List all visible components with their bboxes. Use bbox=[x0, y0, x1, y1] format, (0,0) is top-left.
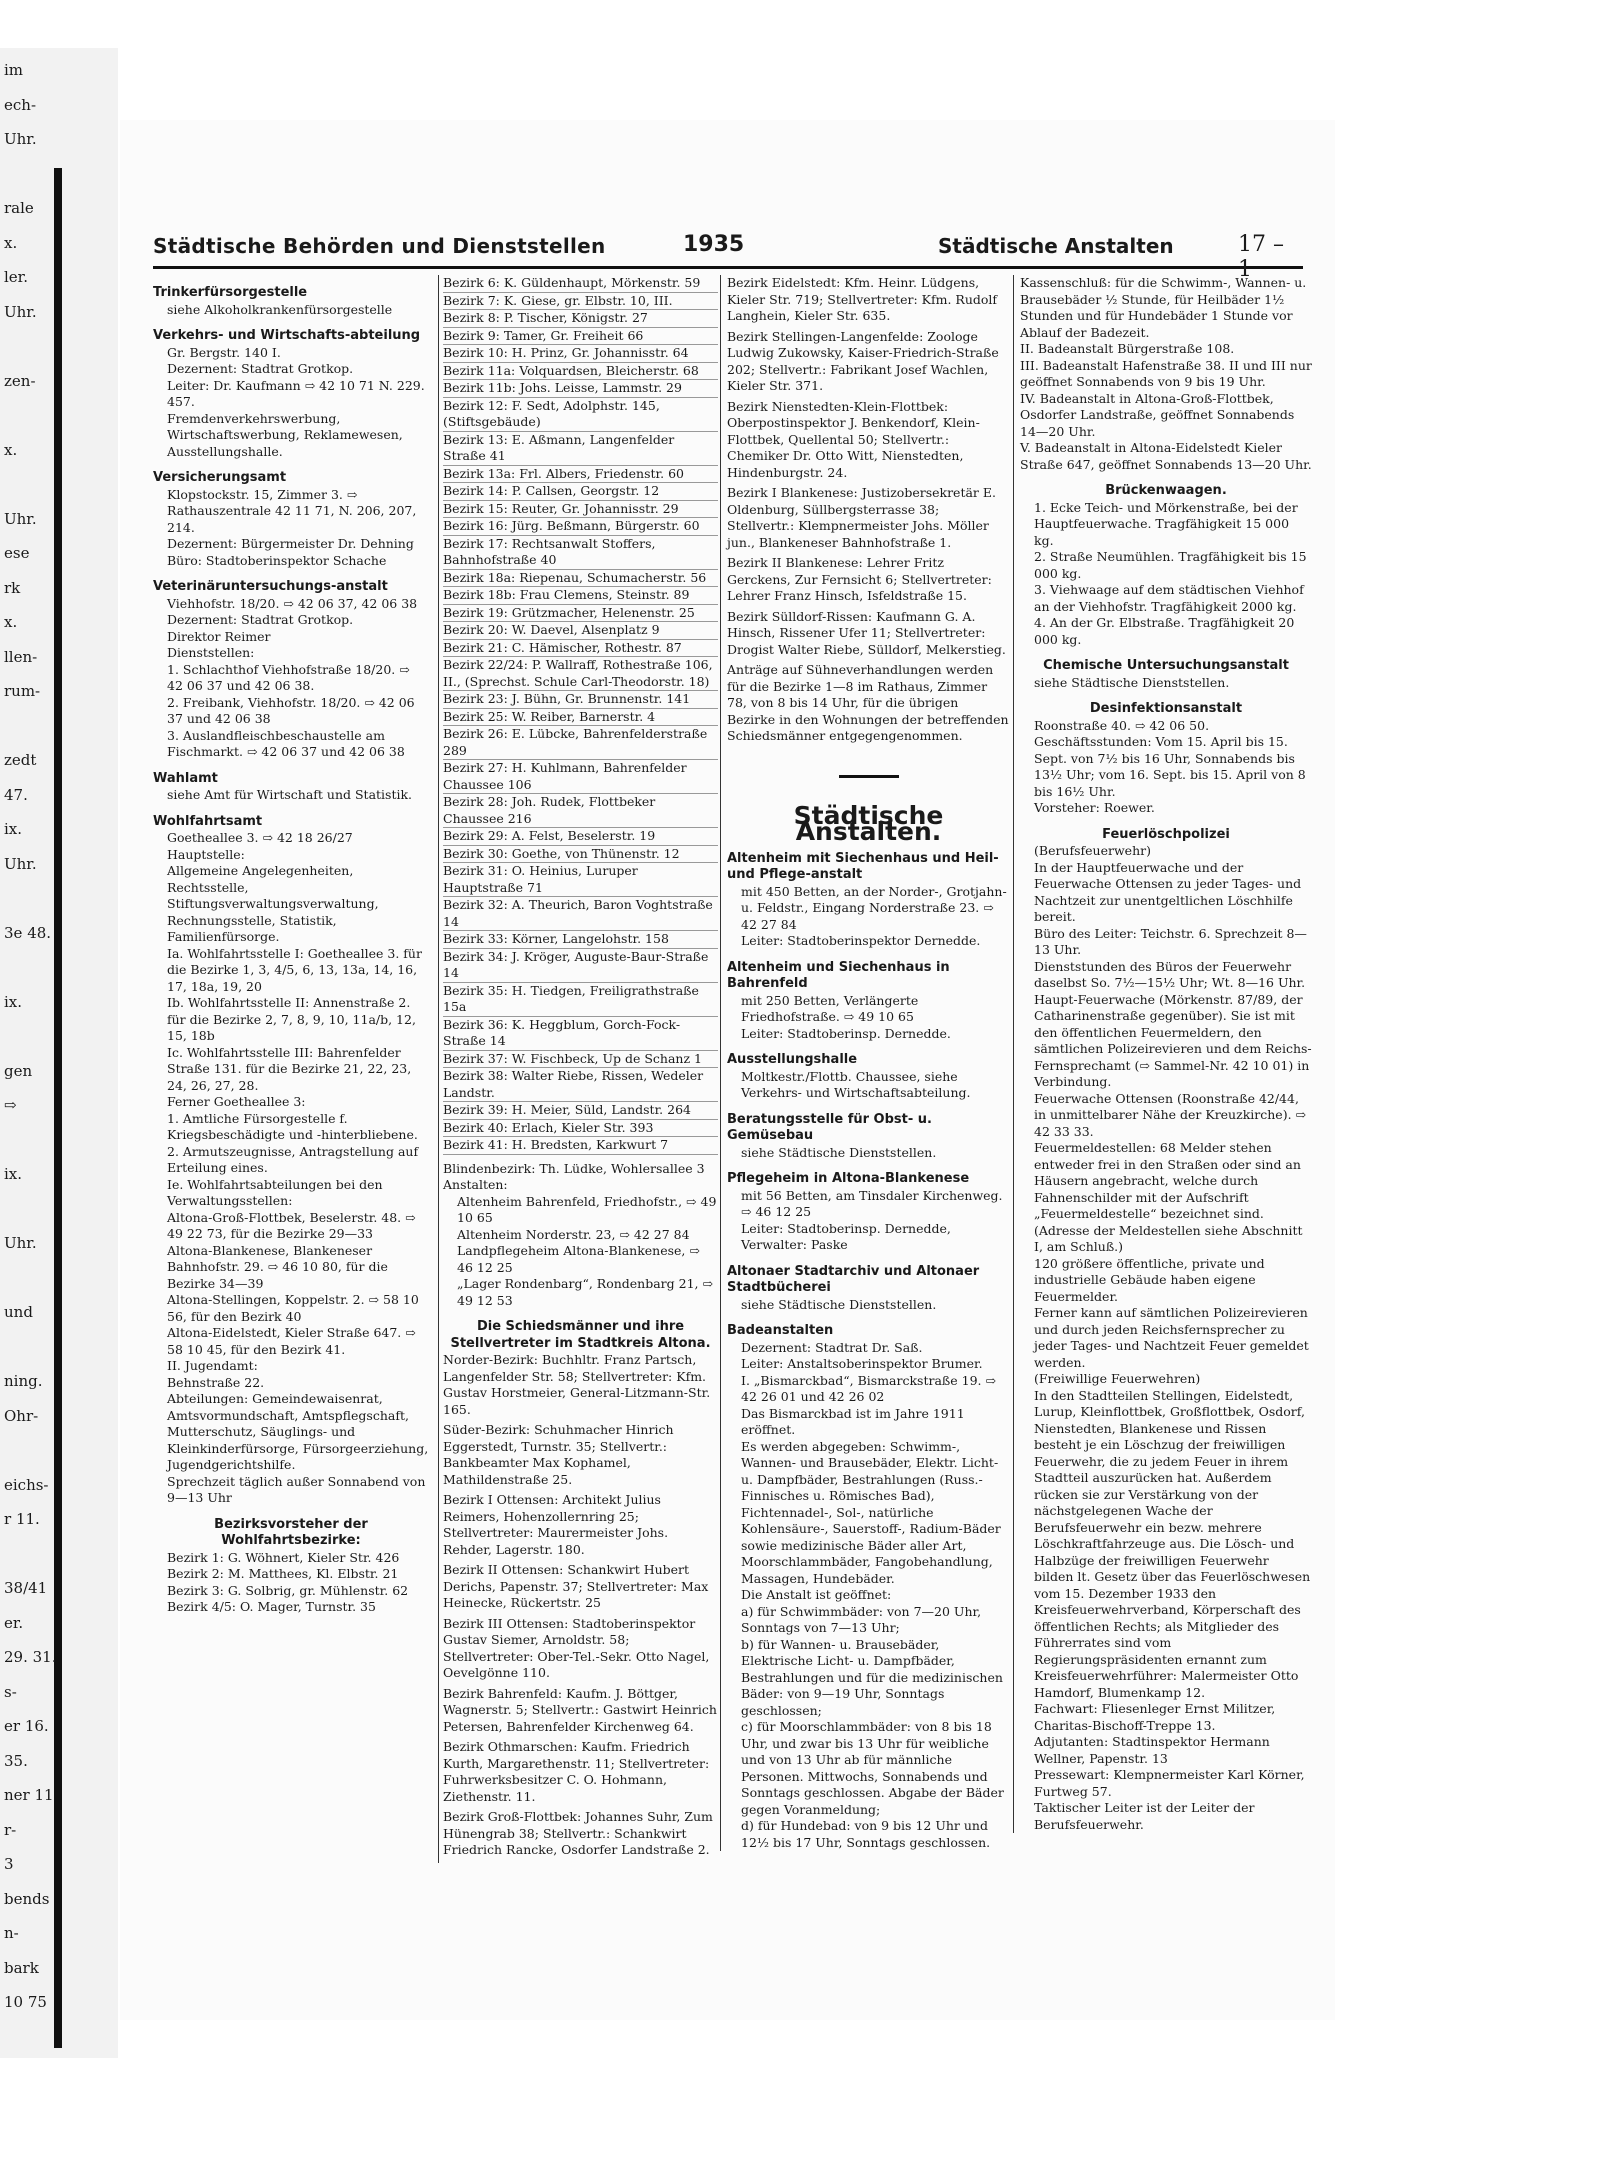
institution-text: Dienststunden des Büros der Feuerwehr daselbst So. 7½—15½ Uhr; Wt. 8—16 Uhr. bbox=[1034, 958, 1306, 990]
institution-text: mit 450 Betten, an der Norder-, Grotjahn- u. Feldstr., Eingang Norderstraße 23. ⇨ 42 27 84 bbox=[741, 883, 1007, 932]
institution-text: siehe Städtische Dienststellen. bbox=[1034, 674, 1230, 690]
district-row: Bezirk 19: Grützmacher, Helenenstr. 25 bbox=[443, 605, 718, 623]
arbitrator-entry: Bezirk II Blankenese: Lehrer Fritz Gerckens, Zur Fernsicht 6; Stellvertreter: Lehrer Franz Hinsch, Isfeldstraße 15. bbox=[727, 555, 992, 603]
header-year: 1935 bbox=[683, 232, 745, 257]
stub-fragment: Ohr- bbox=[4, 1406, 39, 1425]
section-heading: Versicherungsamt bbox=[153, 470, 287, 485]
section-heading: Verkehrs- und Wirtschafts-abteilung bbox=[153, 328, 421, 343]
entry-text: Behnstraße 22. bbox=[167, 1374, 265, 1390]
arbitrators-heading: Die Schiedsmänner und ihre Stellvertreter im Stadtkreis Altona. bbox=[450, 1319, 711, 1351]
institution-text: Leiter: Stadtoberinsp. Dernedde. bbox=[741, 1025, 951, 1041]
institution-heading: Altenheim und Siechenhaus in Bahrenfeld bbox=[727, 959, 950, 991]
district-row: Bezirk 21: C. Hämischer, Rothestr. 87 bbox=[443, 640, 718, 658]
entry-text: Ic. Wohlfahrtsstelle III: Bahrenfelder Straße 131. für die Bezirke 21, 22, 23, 24, 26, 27, 28. bbox=[167, 1044, 412, 1093]
district-row: Bezirk 40: Erlach, Kieler Str. 393 bbox=[443, 1120, 718, 1138]
district-row: Bezirk 12: F. Sedt, Adolphstr. 145, (Stiftsgebäude) bbox=[443, 398, 718, 432]
section-heading: Veterinäruntersuchungs-anstalt bbox=[153, 579, 388, 594]
institution-text: (Freiwillige Feuerwehren) bbox=[1034, 1371, 1201, 1386]
institution-text: 1. Ecke Teich- und Mörkenstraße, bei der Hauptfeuerwache. Tragfähigkeit 15 000 kg. bbox=[1034, 499, 1298, 548]
stub-fragment: ⇨ bbox=[4, 1096, 17, 1114]
stub-fragment: r 11. bbox=[4, 1510, 40, 1528]
stub-fragment: rk bbox=[4, 578, 21, 597]
arbitrator-entry: Bezirk I Blankenese: Justizobersekretär E. Oldenburg, Süllbergsterrasse 38; Stellvertr.: Klempnermeister Johs. Möller jun., Blankeneser Bahnhofstraße 1. bbox=[727, 485, 996, 550]
bath-entry: II. Badeanstalt Bürgerstraße 108. bbox=[1020, 341, 1235, 356]
arbitrator-entry: Anträge auf Sühneverhandlungen werden für die Bezirke 1—8 im Rathaus, Zimmer 78, von 8 bis 14 Uhr, für die übrigen Bezirke in den Wohnungen der betreffenden Schiedsmänner entgegengenommen. bbox=[727, 662, 1009, 743]
entry-text: Abteilungen: Gemeindewaisenrat, Amtsvormundschaft, Amtspflegschaft, Mutterschutz, Säuglings- und Kleinkinderfürsorge, Fürsorgeerziehung, Jugendgerichtshilfe. bbox=[167, 1391, 429, 1472]
entry-text: Allgemeine Angelegenheiten, Rechtsstelle, Stiftungsverwaltungsverwaltung, Rechnungsstelle, Statistik, Familienfürsorge. bbox=[167, 863, 379, 944]
institution-text: Das Bismarckbad ist im Jahre 1911 eröffnet. bbox=[741, 1405, 965, 1437]
district-row: Bezirk 38: Walter Riebe, Rissen, Wedeler Landstr. bbox=[443, 1068, 718, 1102]
institution-text: 120 größere öffentliche, private und industrielle Gebäude haben eigene Feuermelder. bbox=[1034, 1255, 1265, 1304]
district-row: Bezirk 10: H. Prinz, Gr. Johannisstr. 64 bbox=[443, 345, 718, 363]
district-row: Bezirk 32: A. Theurich, Baron Voghtstraße 14 bbox=[443, 897, 718, 931]
district-row: Bezirk 33: Körner, Langelohstr. 158 bbox=[443, 931, 718, 949]
institution-heading: Feuerlöschpolizei bbox=[1102, 826, 1230, 842]
blind-district: Blindenbezirk: Th. Lüdke, Wohlersallee 3 bbox=[443, 1160, 705, 1176]
institution-text: c) für Moorschlammbäder: von 8 bis 18 Uhr, und zwar bis 13 Uhr für weibliche und von 13 Uhr ab für männliche Personen. Mittwochs, Sonnabends und Sonntags geschlossen. Abgabe der Bäder gegen Voranmeldung; bbox=[741, 1719, 1004, 1817]
entry-text: siehe Amt für Wirtschaft und Statistik. bbox=[167, 787, 413, 802]
stub-fragment: Uhr. bbox=[4, 130, 37, 148]
district-row: Bezirk 9: Tamer, Gr. Freiheit 66 bbox=[443, 328, 718, 346]
institution-text: Adjutanten: Stadtinspektor Hermann Wellner, Papenstr. 13 bbox=[1034, 1734, 1270, 1766]
stub-fragment: x. bbox=[4, 233, 18, 252]
institution-heading: Pflegeheim in Altona-Blankenese bbox=[727, 1171, 970, 1186]
institution-text: 2. Straße Neumühlen. Tragfähigkeit bis 15 000 kg. bbox=[1034, 549, 1307, 581]
arbitrator-entry: Norder-Bezirk: Buchhltr. Franz Partsch, Langenfelder Str. 58; Stellvertreter: Kfm. Gustav Horstmeier, General-Litzmann-Str. 165. bbox=[443, 1352, 711, 1417]
institution-text: Moltkestr./Flottb. Chaussee, siehe Verkehrs- und Wirtschaftsabteilung. bbox=[741, 1068, 971, 1100]
institution-text: I. „Bismarckbad“, Bismarckstraße 19. ⇨ 42 26 01 und 42 26 02 bbox=[741, 1372, 996, 1404]
district-row: Bezirk 23: J. Bühn, Gr. Brunnenstr. 141 bbox=[443, 691, 718, 709]
institution-text: mit 56 Betten, am Tinsdaler Kirchenweg. ⇨ 46 12 25 bbox=[741, 1187, 1003, 1219]
entry-text: Altona-Stellingen, Koppelstr. 2. ⇨ 58 10 56, für den Bezirk 40 bbox=[167, 1292, 419, 1324]
bath-entry: Kassenschluß: für die Schwimm-, Wannen- u. Brausebäder ½ Stunde, für Heilbäder 1½ Stunden und für Hundebäder 1 Stunde vor Ablauf der Badezeit. bbox=[1020, 275, 1307, 340]
institution-text: a) für Schwimmbäder: von 7—20 Uhr, Sonntags von 7—13 Uhr; bbox=[741, 1603, 982, 1635]
stub-fragment: eichs- bbox=[4, 1475, 49, 1494]
district-row: Bezirk 13: E. Aßmann, Langenfelder Straße 41 bbox=[443, 432, 718, 466]
entry-text: Dezernent: Bürgermeister Dr. Dehning bbox=[167, 536, 414, 551]
institution-text: In der Hauptfeuerwache und der Feuerwache Ottensen zu jeder Tages- und Nachtzeit zur unentgeltlichen Löschhilfe bereit. bbox=[1034, 859, 1302, 924]
institution-text: mit 250 Betten, Verlängerte Friedhofstraße. ⇨ 49 10 65 bbox=[741, 992, 919, 1024]
institution-text: 3. Viehwaage auf dem städtischen Viehhof an der Viehhofstr. Tragfähigkeit 2000 kg. bbox=[1034, 582, 1304, 614]
header-left-title: Städtische Behörden und Dienststellen bbox=[153, 234, 606, 258]
institution-text: Leiter: Stadtoberinspektor Dernedde. bbox=[741, 933, 981, 948]
column-1 bbox=[153, 275, 429, 1616]
stub-fragment: ler. bbox=[4, 268, 28, 286]
district-row: Bezirk 11b: Johs. Leisse, Lammstr. 29 bbox=[443, 380, 718, 398]
district-row: Bezirk 34: J. Kröger, Auguste-Baur-Straße 14 bbox=[443, 949, 718, 983]
entry-text: 2. Armutszeugnisse, Antragstellung auf Erteilung eines. bbox=[167, 1143, 419, 1175]
district-row: Bezirk 37: W. Fischbeck, Up de Schanz 1 bbox=[443, 1051, 718, 1069]
entry-text: Fremdenverkehrswerbung, Wirtschaftswerbung, Reklamewesen, Ausstellungshalle. bbox=[167, 410, 403, 459]
institution-heading: Altenheim mit Siechenhaus und Heil- und Pflege-anstalt bbox=[727, 850, 999, 882]
institution-heading: Beratungsstelle für Obst- u. Gemüsebau bbox=[727, 1111, 932, 1143]
arbitrator-entry: Bezirk Eidelstedt: Kfm. Heinr. Lüdgens, Kieler Str. 719; Stellvertreter: Kfm. Rudolf Langhein, Kieler Str. 635. bbox=[727, 275, 998, 323]
institution-text: Die Anstalt ist geöffnet: bbox=[741, 1587, 892, 1602]
district-row: Bezirk 8: P. Tischer, Königstr. 27 bbox=[443, 310, 718, 328]
entry-text: Hauptstelle: bbox=[167, 846, 245, 862]
stub-fragment: ner 11 bbox=[4, 1786, 54, 1804]
stub-fragment: ese bbox=[4, 544, 30, 562]
entry-text: Altona-Groß-Flottbek, Beselerstr. 48. ⇨ 49 22 73, für die Bezirke 29—33 bbox=[167, 1209, 416, 1241]
entry-text: Bezirk 1: G. Wöhnert, Kieler Str. 426 bbox=[167, 1549, 400, 1565]
arbitrator-entry: Süder-Bezirk: Schuhmacher Hinrich Eggerstedt, Turnstr. 35; Stellvertr.: Bankbeamter Max Kophamel, Mathildenstraße 25. bbox=[443, 1422, 674, 1487]
institution-text: Kreisfeuerwehrführer: Malermeister Otto Hamdorf, Blumenkamp 12. bbox=[1034, 1668, 1299, 1700]
stub-fragment: 35. bbox=[4, 1751, 28, 1770]
stub-fragment: im bbox=[4, 61, 24, 79]
institution-text: Dezernent: Stadtrat Dr. Saß. bbox=[741, 1339, 923, 1355]
stub-fragment: 38/41 bbox=[4, 1579, 48, 1597]
institution-text: Vorsteher: Roewer. bbox=[1034, 800, 1155, 815]
institution-text: Haupt-Feuerwache (Mörkenstr. 87/89, der Catharinenstraße gegenüber). Sie ist mit den öffentlichen Feuermeldern, den sämtlichen Polizeirevieren und dem Reichs-Fernsprechamt (⇨ Sammel-Nr. 42 10 01) in Verbindung. bbox=[1034, 991, 1312, 1089]
entry-text: Altona-Eidelstedt, Kieler Straße 647. ⇨ 58 10 45, für den Bezirk 41. bbox=[167, 1325, 416, 1357]
entry-text: Bezirk 4/5: O. Mager, Turnstr. 35 bbox=[167, 1599, 376, 1614]
institution-text: Pressewart: Klempnermeister Karl Körner, Furtweg 57. bbox=[1034, 1767, 1305, 1799]
bath-entry: IV. Badeanstalt in Altona-Groß-Flottbek, Osdorfer Landstraße, geöffnet Sonnabends 14—20 Uhr. bbox=[1020, 390, 1295, 439]
entry-text: Altona-Blankenese, Blankeneser Bahnhofstr. 29. ⇨ 46 10 80, für die Bezirke 34—39 bbox=[167, 1242, 388, 1291]
entry-text: Bezirk 3: G. Solbrig, gr. Mühlenstr. 62 bbox=[167, 1582, 409, 1598]
stub-fragment: ning. bbox=[4, 1372, 43, 1390]
district-row: Bezirk 27: H. Kuhlmann, Bahrenfelder Chaussee 106 bbox=[443, 760, 718, 794]
section-heading: Trinkerfürsorgestelle bbox=[153, 285, 308, 300]
institution-text: Leiter: Anstaltsoberinspektor Brumer. bbox=[741, 1356, 983, 1371]
stub-fragment: n- bbox=[4, 1924, 19, 1942]
entry-text: Leiter: Dr. Kaufmann ⇨ 42 10 71 N. 229. 457. bbox=[167, 377, 425, 409]
district-row: Bezirk 16: Jürg. Beßmann, Bürgerstr. 60 bbox=[443, 518, 718, 536]
institution-text: (Berufsfeuerwehr) bbox=[1034, 843, 1151, 858]
entry-text: II. Jugendamt: bbox=[167, 1358, 258, 1373]
district-row: Bezirk 30: Goethe, von Thünenstr. 12 bbox=[443, 846, 718, 864]
entry-text: Direktor Reimer bbox=[167, 628, 271, 644]
district-row: Bezirk 7: K. Giese, gr. Elbstr. 10, III. bbox=[443, 293, 718, 311]
institution-entry: Altenheim Bahrenfeld, Friedhofstr., ⇨ 49 10 65 bbox=[457, 1193, 717, 1225]
entry-text: Bezirk 2: M. Matthees, Kl. Elbstr. 21 bbox=[167, 1566, 399, 1581]
arbitrator-entry: Bezirk Groß-Flottbek: Johannes Suhr, Zum Hünengrab 38; Stellvertr.: Schankwirt Friedrich Rancke, Osdorfer Landstraße 2. bbox=[443, 1809, 713, 1857]
stub-fragment: Uhr. bbox=[4, 854, 37, 873]
institution-text: d) für Hundebad: von 9 bis 12 Uhr und 12½ bis 17 Uhr, Sonntags geschlossen. bbox=[741, 1818, 991, 1850]
stub-fragment: Uhr. bbox=[4, 509, 37, 528]
district-row: Bezirk 39: H. Meier, Süld, Landstr. 264 bbox=[443, 1102, 718, 1120]
stub-fragment: zedt bbox=[4, 751, 37, 769]
stub-fragment: x. bbox=[4, 613, 18, 631]
district-row: Bezirk 13a: Frl. Albers, Friedenstr. 60 bbox=[443, 466, 718, 484]
arbitrator-entry: Bezirk Bahrenfeld: Kaufm. J. Böttger, Wagnerstr. 5; Stellvertr.: Gastwirt Heinrich Petersen, Bahrenfelder Kirchenweg 64. bbox=[443, 1685, 717, 1734]
stub-fragment: gen bbox=[4, 1061, 33, 1080]
institution-text: siehe Städtische Dienststellen. bbox=[741, 1144, 937, 1160]
section-heading: Bezirksvorsteher der Wohlfahrtsbezirke: bbox=[214, 1516, 368, 1548]
stub-fragment: 3e 48. bbox=[4, 923, 52, 942]
institution-text: Taktischer Leiter ist der Leiter der Berufsfeuerwehr. bbox=[1034, 1800, 1255, 1832]
institution-text: Feuerwache Ottensen (Roonstraße 42/44, in unmittelbarer Nähe der Kreuzkirche). ⇨ 42 33 33. bbox=[1034, 1090, 1306, 1139]
arbitrator-entry: Bezirk I Ottensen: Architekt Julius Reimers, Hohenzollernring 25; Stellvertreter: Maurermeister Johs. Rehder, Lagerstr. 180. bbox=[443, 1492, 669, 1557]
arbitrator-entry: Bezirk Stellingen-Langenfelde: Zoologe Ludwig Zukowsky, Kaiser-Friedrich-Straße 202; Stellvertr.: Fabrikant Josef Wachlen, Kieler Str. 371. bbox=[727, 328, 999, 393]
district-row: Bezirk 31: O. Heinius, Luruper Hauptstraße 71 bbox=[443, 863, 718, 897]
district-row: Bezirk 22/24: P. Wallraff, Rothestraße 106, II., (Sprechst. Schule Carl-Theodorstr. 18) bbox=[443, 657, 718, 691]
entry-text: Ia. Wohlfahrtsstelle I: Goetheallee 3. für die Bezirke 1, 3, 4/5, 6, 13, 13a, 14, 16, 17, 18a, 19, 20 bbox=[167, 945, 422, 994]
page-number: 17 – 1 bbox=[1238, 232, 1284, 282]
arbitrator-entry: Bezirk II Ottensen: Schankwirt Hubert Derichs, Papenstr. 37; Stellvertreter: Max Heinecke, Rückertstr. 25 bbox=[443, 1562, 709, 1610]
institution-text: Ferner kann auf sämtlichen Polizeirevieren und durch jeden Reichsfernsprecher zu jeder Tages- und Nachtzeit Feuer gemeldet werden. bbox=[1034, 1305, 1309, 1370]
institution-heading: Chemische Untersuchungsanstalt bbox=[1043, 658, 1289, 673]
page-header bbox=[153, 230, 1303, 282]
district-row: Bezirk 29: A. Felst, Beselerstr. 19 bbox=[443, 828, 718, 846]
column-2 bbox=[438, 275, 718, 1863]
entry-text: Goetheallee 3. ⇨ 42 18 26/27 bbox=[167, 830, 353, 845]
institution-heading: Desinfektionsanstalt bbox=[1089, 701, 1243, 716]
stub-fragment: und bbox=[4, 1303, 33, 1321]
stub-fragment: 10 75 bbox=[4, 1993, 47, 2011]
arbitrator-entry: Bezirk Othmarschen: Kaufm. Friedrich Kurth, Margarethenstr. 11; Stellvertreter: Fuhrwerksbesitzer C. O. Hohmann, Ziethenstr. 11. bbox=[443, 1739, 710, 1804]
stub-fragment: s- bbox=[4, 1682, 17, 1701]
institutions-label: Anstalten: bbox=[443, 1177, 508, 1192]
entry-text: Büro: Stadtoberinspektor Schache bbox=[167, 552, 387, 568]
entry-text: Klopstockstr. 15, Zimmer 3. ⇨ Rathauszentrale 42 11 71, N. 206, 207, 214. bbox=[167, 486, 417, 535]
entry-text: Viehhofstr. 18/20. ⇨ 42 06 37, 42 06 38 bbox=[167, 595, 418, 611]
institution-entry: Altenheim Norderstr. 23, ⇨ 42 27 84 bbox=[457, 1226, 690, 1242]
stub-fragment: 3 bbox=[4, 1855, 14, 1873]
entry-text: 2. Freibank, Viehhofstr. 18/20. ⇨ 42 06 37 und 42 06 38 bbox=[167, 694, 415, 726]
stub-fragment: ech- bbox=[4, 95, 37, 114]
section-heading: Wohlfahrtsamt bbox=[153, 813, 263, 829]
district-row: Bezirk 6: K. Güldenhaupt, Mörkenstr. 59 bbox=[443, 275, 718, 293]
institution-text: Geschäftsstunden: Vom 15. April bis 15. Sept. von 7½ bis 16 Uhr, Sonnabends bis 13½ Uhr; vom 16. Sept. bis 15. April von 8 bis 16½ Uhr. bbox=[1034, 734, 1306, 799]
institution-text: b) für Wannen- u. Brausebäder, Elektrische Licht- u. Dampfbäder, Bestrahlungen und für die medizinischen Bäder: von 9—19 Uhr, Sonntags geschlossen; bbox=[741, 1636, 1003, 1718]
stub-fragment: er 16. bbox=[4, 1717, 49, 1735]
institution-text: Feuermeldestellen: 68 Melder stehen entweder frei in den Straßen oder sind an Häusern angebracht, welche durch Fahnenschilder mit der Aufschrift „Feuermeldestelle“ bezeichnet sind. (Adresse der Meldestellen siehe Abschnitt I, am Schluß.) bbox=[1034, 1140, 1303, 1254]
entry-text: Ib. Wohlfahrtsstelle II: Annenstraße 2. für die Bezirke 2, 7, 8, 9, 10, 11a/b, 12, 15, 18b bbox=[167, 995, 416, 1043]
district-row: Bezirk 26: E. Lübcke, Bahrenfelderstraße 289 bbox=[443, 726, 718, 760]
institution-text: Leiter: Stadtoberinsp. Dernedde, Verwalter: Paske bbox=[741, 1220, 951, 1252]
entry-text: Ie. Wohlfahrtsabteilungen bei den Verwaltungsstellen: bbox=[167, 1176, 383, 1208]
stub-fragment: llen- bbox=[4, 647, 38, 666]
district-row: Bezirk 15: Reuter, Gr. Johannisstr. 29 bbox=[443, 501, 718, 519]
district-row: Bezirk 41: H. Bredsten, Karkwurt 7 bbox=[443, 1137, 718, 1155]
stub-fragment: zen- bbox=[4, 371, 36, 390]
arbitrator-entry: Bezirk Sülldorf-Rissen: Kaufmann G. A. Hinsch, Rissener Ufer 11; Stellvertreter: Drogist Walter Riebe, Sülldorf, Melkerstieg. bbox=[727, 608, 1006, 657]
district-row: Bezirk 18a: Riepenau, Schumacherstr. 56 bbox=[443, 570, 718, 588]
entry-text: 3. Auslandfleischbeschaustelle am Fischmarkt. ⇨ 42 06 37 und 42 06 38 bbox=[167, 727, 405, 759]
stub-fragment: bark bbox=[4, 1958, 39, 1977]
institution-text: Roonstraße 40. ⇨ 42 06 50. bbox=[1034, 717, 1210, 733]
district-row: Bezirk 14: P. Callsen, Georgstr. 12 bbox=[443, 483, 718, 501]
institution-heading: Badeanstalten bbox=[727, 1323, 834, 1338]
entry-text: Dezernent: Stadtrat Grotkop. bbox=[167, 612, 354, 627]
district-row: Bezirk 35: H. Tiedgen, Freiligrathstraße 15a bbox=[443, 983, 718, 1017]
district-row: Bezirk 36: K. Heggblum, Gorch-Fock-Straße 14 bbox=[443, 1017, 718, 1051]
institution-text: Fachwart: Fliesenleger Ernst Militzer, Charitas-Bischoff-Treppe 13. bbox=[1034, 1701, 1276, 1733]
entry-text: Dienststellen: bbox=[167, 645, 255, 660]
entry-text: Ferner Goetheallee 3: bbox=[167, 1094, 306, 1109]
institution-text: Es werden abgegeben: Schwimm-, Wannen- und Brausebäder, Elektr. Licht- u. Dampfbäder, Bestrahlungen (Russ.-Finnisches u. Römisches Bad), Fichtennadel-, Sol-, natürliche Kohlensäure-, Sauerstoff-, Radium-Bäder sowie medizinische Bäder aller Art, Moorschlammbäder, Fangobehandlung, Massagen, Hundebäder. bbox=[741, 1438, 1001, 1586]
institution-entry: „Lager Rondenbarg“, Rondenbarg 21, ⇨ 49 12 53 bbox=[457, 1276, 713, 1308]
stub-fragment: bends bbox=[4, 1889, 50, 1908]
institution-heading: Ausstellungshalle bbox=[727, 1052, 858, 1067]
stub-fragment: 29. 31. bbox=[4, 1648, 57, 1666]
arbitrator-entry: Bezirk Nienstedten-Klein-Flottbek: Oberpostinspektor J. Benkendorf, Klein-Flottbek, Quellental 50; Stellvertr.: Chemiker Dr. Otto Witt, Nienstedten, Hindenburgstr. 24. bbox=[727, 398, 980, 480]
stub-fragment: x. bbox=[4, 440, 18, 459]
stub-fragment: 47. bbox=[4, 785, 28, 804]
arbitrator-entry: Bezirk III Ottensen: Stadtoberinspektor Gustav Siemer, Arnoldstr. 58; Stellvertreter: Ober-Tel.-Sekr. Otto Nagel, Oevelgönne 110. bbox=[443, 1615, 710, 1680]
header-right-title: Städtische Anstalten bbox=[938, 234, 1174, 258]
bath-entry: III. Badeanstalt Hafenstraße 38. II und III nur geöffnet Sonnabends von 9 bis 19 Uhr. bbox=[1020, 357, 1312, 389]
entry-text: Sprechzeit täglich außer Sonnabend von 9—13 Uhr bbox=[167, 1473, 426, 1505]
section-title: Städtische Anstalten. bbox=[793, 800, 944, 846]
stub-fragment: ix. bbox=[4, 992, 23, 1011]
entry-text: 1. Schlachthof Viehhofstraße 18/20. ⇨ 42 06 37 und 42 06 38. bbox=[167, 661, 410, 693]
bath-entry: V. Badeanstalt in Altona-Eidelstedt Kieler Straße 647, geöffnet Sonnabends 13—20 Uhr. bbox=[1020, 440, 1312, 472]
entry-text: Dezernent: Stadtrat Grotkop. bbox=[167, 361, 354, 376]
district-row: Bezirk 20: W. Daevel, Alsenplatz 9 bbox=[443, 622, 718, 640]
entry-text: siehe Alkoholkrankenfürsorgestelle bbox=[167, 301, 393, 317]
district-row: Bezirk 25: W. Reiber, Barnerstr. 4 bbox=[443, 709, 718, 727]
institution-text: 4. An der Gr. Elbstraße. Tragfähigkeit 20 000 kg. bbox=[1034, 615, 1295, 647]
institution-heading: Altonaer Stadtarchiv und Altonaer Stadtbücherei bbox=[727, 1263, 980, 1295]
stub-fragment: Uhr. bbox=[4, 302, 37, 321]
district-row: Bezirk 17: Rechtsanwalt Stoffers, Bahnhofstraße 40 bbox=[443, 536, 718, 570]
stub-fragment: ix. bbox=[4, 1165, 23, 1183]
column-3 bbox=[720, 275, 1010, 1851]
stub-fragment: er. bbox=[4, 1613, 24, 1632]
section-divider bbox=[839, 775, 899, 778]
stub-fragment: Uhr. bbox=[4, 1234, 37, 1252]
institution-heading: Brückenwaagen. bbox=[1105, 483, 1227, 498]
stub-fragment: ix. bbox=[4, 820, 23, 838]
institution-text: siehe Städtische Dienststellen. bbox=[741, 1296, 937, 1312]
stub-fragment: rale bbox=[4, 199, 34, 217]
stub-fragment: rum- bbox=[4, 682, 41, 700]
section-heading: Wahlamt bbox=[153, 770, 218, 786]
stub-fragment: r- bbox=[4, 1820, 17, 1839]
institution-text: In den Stadtteilen Stellingen, Eidelstedt, Lurup, Kleinflottbek, Großflottbek, Osdorf, Nienstedten, Blankenese und Rissen besteht je ein Löschzug der freiwilligen Feuerwehr, die zu jedem Feuer in ihrem Stadtteil auszurücken hat. Außerdem rücken sie zur Verstärkung von der nächstgelegenen Wache der Berufsfeuerwehr ein bezw. mehrere Löschkraftfahrzeuge aus. Die Lösch- und Halbzüge der freiwilligen Feuerwehr bilden lt. Gesetz über das Feuerlöschwesen vom 15. Dezember 1933 den Kreisfeuerwehrverband, Körperschaft des öffentlichen Rechts; als Mitglieder des Führerrates sind vom Regierungspräsidenten ernannt zum bbox=[1034, 1387, 1311, 1667]
column-4 bbox=[1013, 275, 1312, 1833]
institution-text: Büro des Leiter: Teichstr. 6. Sprechzeit 8—13 Uhr. bbox=[1034, 925, 1307, 957]
entry-text: Gr. Bergstr. 140 I. bbox=[167, 344, 281, 360]
entry-text: 1. Amtliche Fürsorgestelle f. Kriegsbeschädigte und -hinterbliebene. bbox=[167, 1110, 418, 1142]
left-page-stub bbox=[0, 48, 118, 2058]
document-page bbox=[120, 120, 1335, 2020]
district-row: Bezirk 18b: Frau Clemens, Steinstr. 89 bbox=[443, 587, 718, 605]
district-row: Bezirk 28: Joh. Rudek, Flottbeker Chaussee 216 bbox=[443, 794, 718, 828]
district-row: Bezirk 11a: Volquardsen, Bleicherstr. 68 bbox=[443, 363, 718, 381]
institution-entry: Landpflegeheim Altona-Blankenese, ⇨ 46 12 25 bbox=[457, 1243, 700, 1275]
